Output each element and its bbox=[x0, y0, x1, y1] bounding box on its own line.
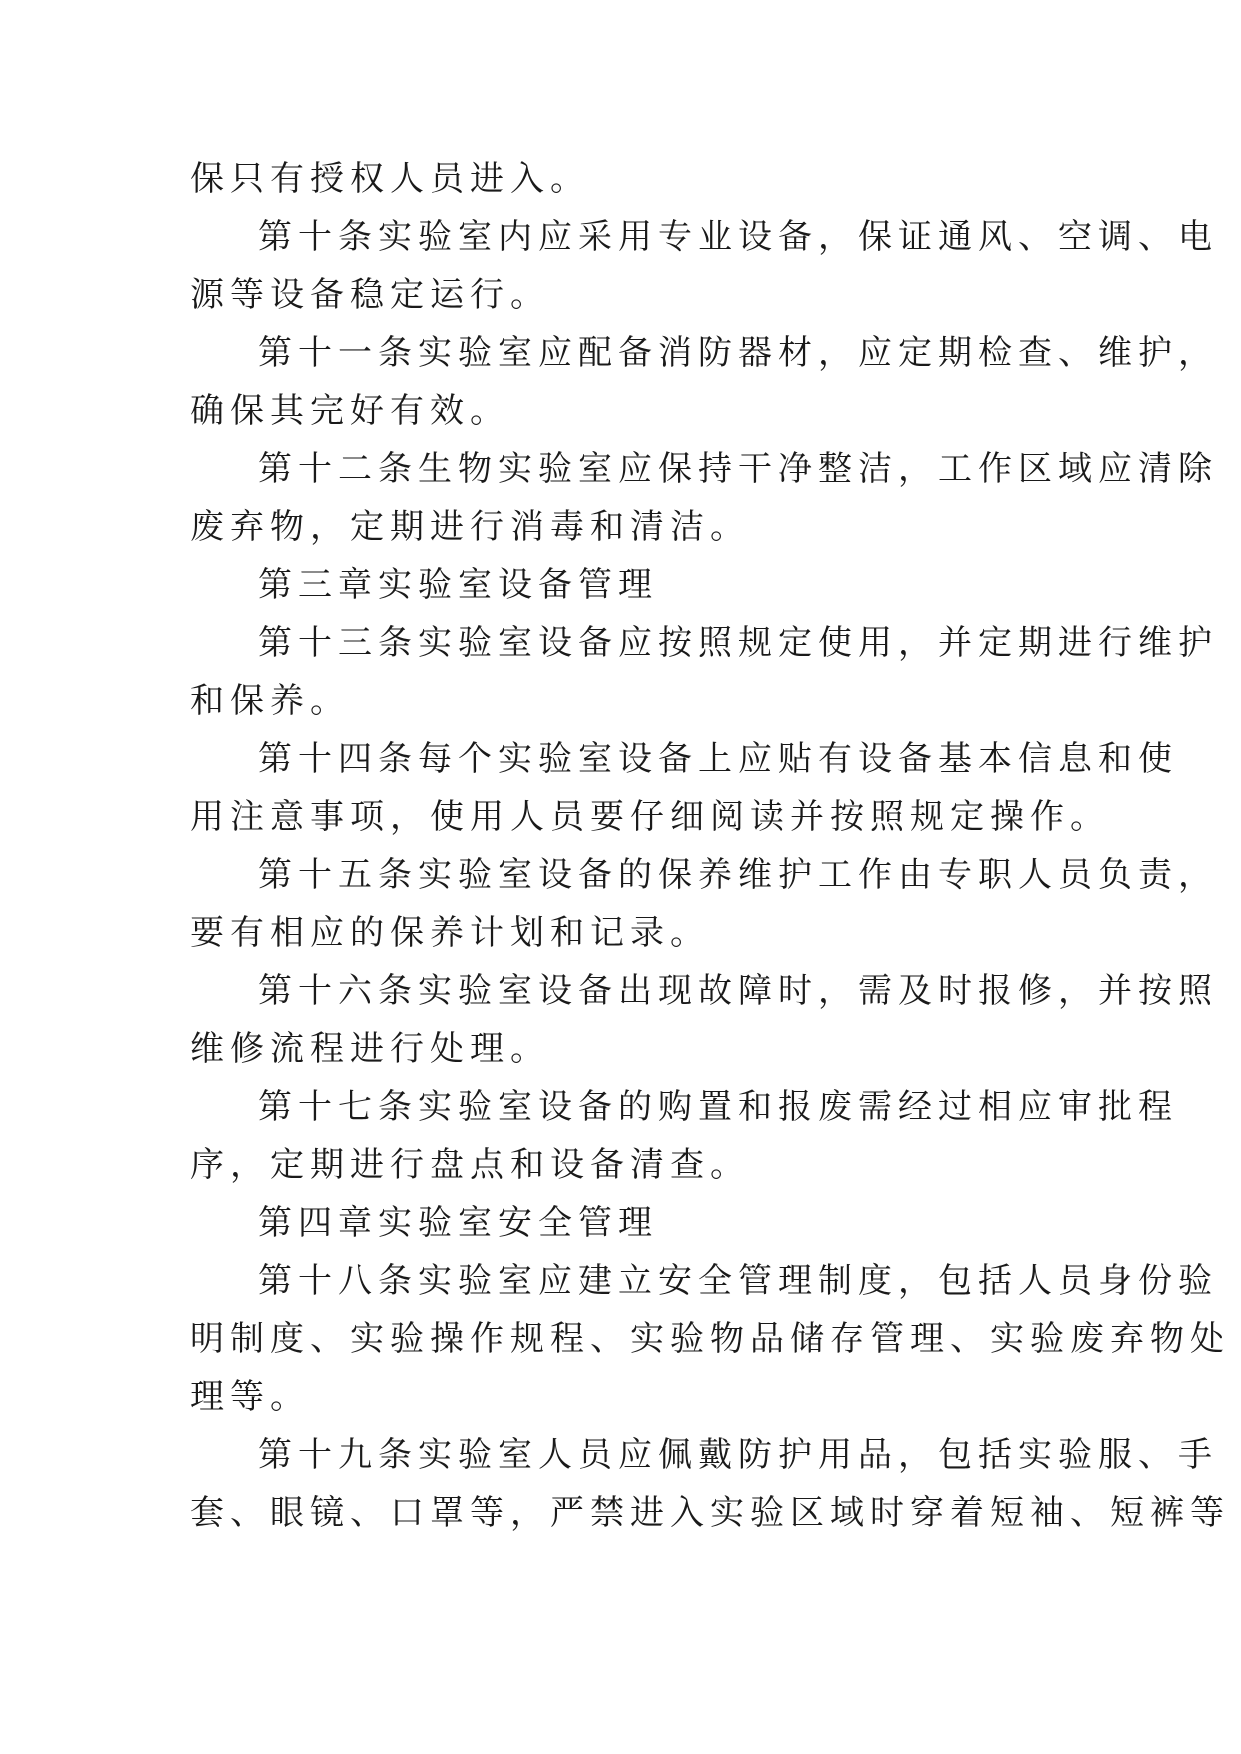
article-11-line-2: 确保其完好有效。 bbox=[190, 391, 510, 431]
article-12-line-2: 废弃物，定期进行消毒和清洁。 bbox=[190, 507, 750, 547]
article-18-line-2: 明制度、实验操作规程、实验物品储存管理、实验废弃物处 bbox=[190, 1319, 1230, 1359]
text-line: 保只有授权人员进入。 bbox=[190, 159, 590, 199]
article-10-line-2: 源等设备稳定运行。 bbox=[190, 275, 550, 315]
article-19-line-2: 套、眼镜、口罩等，严禁进入实验区域时穿着短袖、短裤等 bbox=[190, 1493, 1230, 1533]
article-15-line-2: 要有相应的保养计划和记录。 bbox=[190, 913, 710, 953]
article-17-line-1: 第十七条实验室设备的购置和报废需经过相应审批程 bbox=[258, 1087, 1178, 1127]
article-16-line-1: 第十六条实验室设备出现故障时，需及时报修，并按照 bbox=[258, 971, 1218, 1011]
chapter-4-heading: 第四章实验室安全管理 bbox=[258, 1203, 658, 1243]
article-12-line-1: 第十二条生物实验室应保持干净整洁，工作区域应清除 bbox=[258, 449, 1218, 489]
article-14-line-2: 用注意事项，使用人员要仔细阅读并按照规定操作。 bbox=[190, 797, 1110, 837]
article-17-line-2: 序，定期进行盘点和设备清查。 bbox=[190, 1145, 750, 1185]
article-18-line-1: 第十八条实验室应建立安全管理制度，包括人员身份验 bbox=[258, 1261, 1218, 1301]
article-18-line-3: 理等。 bbox=[190, 1377, 310, 1417]
chapter-3-heading: 第三章实验室设备管理 bbox=[258, 565, 658, 605]
article-11-line-1: 第十一条实验室应配备消防器材，应定期检查、维护， bbox=[258, 333, 1218, 373]
document-page bbox=[190, 150, 1230, 1542]
article-15-line-1: 第十五条实验室设备的保养维护工作由专职人员负责， bbox=[258, 855, 1218, 895]
article-13-line-1: 第十三条实验室设备应按照规定使用，并定期进行维护 bbox=[258, 623, 1218, 663]
article-14-line-1: 第十四条每个实验室设备上应贴有设备基本信息和使 bbox=[258, 739, 1178, 779]
article-13-line-2: 和保养。 bbox=[190, 681, 350, 721]
article-16-line-2: 维修流程进行处理。 bbox=[190, 1029, 550, 1069]
article-19-line-1: 第十九条实验室人员应佩戴防护用品，包括实验服、手 bbox=[258, 1435, 1218, 1475]
article-10-line-1: 第十条实验室内应采用专业设备，保证通风、空调、电 bbox=[258, 217, 1218, 257]
